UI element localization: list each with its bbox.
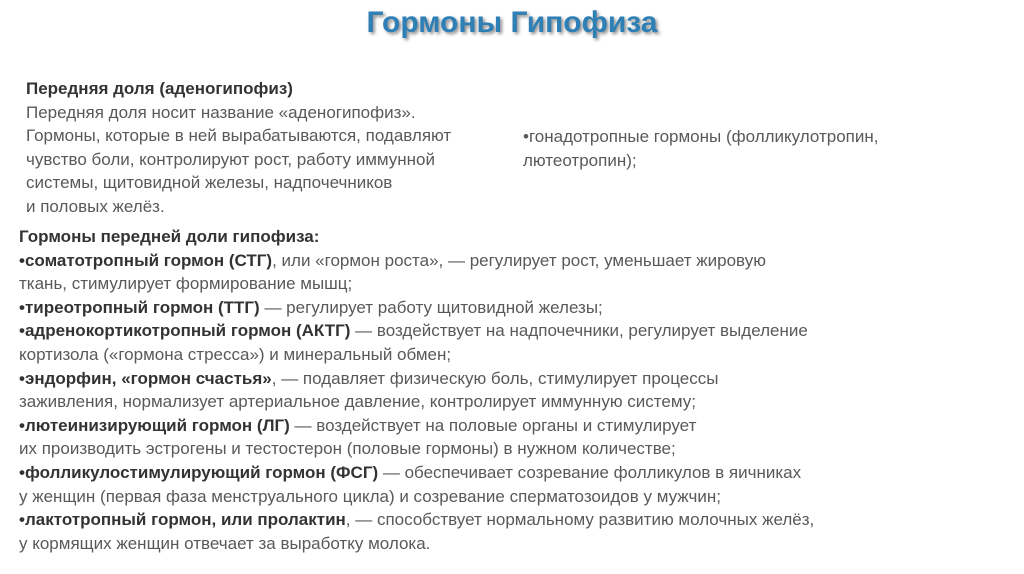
hormone-desc-cont: их производить эстрогены и тестостерон (половые гормоны) в нужном количестве; [19, 439, 676, 459]
side-note [523, 125, 983, 173]
intro-line: Передняя доля носит название «аденогипофиз». [26, 102, 416, 122]
page-title: Гормоны Гипофиза [366, 6, 658, 39]
hormone-name: •соматотропный гормон (СТГ) [19, 250, 273, 270]
intro-block [26, 77, 526, 218]
hormone-desc-cont: у кормящих женщин отвечает за выработку молока. [19, 533, 431, 553]
side-note-line: •гонадотропные гормоны (фолликулотропин, [523, 127, 879, 146]
list-item [19, 461, 979, 485]
hormone-name: •тиреотропный гормон (ТТГ) [19, 297, 260, 317]
hormone-name: •эндорфин, «гормон счастья» [19, 368, 272, 388]
intro-heading: Передняя доля (аденогипофиз) [26, 79, 293, 98]
intro-line: и половых желёз. [26, 196, 165, 216]
hormone-desc: , или «гормон роста», — регулирует рост, уменьшает жировую [272, 250, 766, 270]
hormone-name: •фолликулостимулирующий гормон (ФСГ) [19, 462, 379, 482]
list-item [19, 249, 979, 273]
hormone-name: •адренокортикотропный гормон (АКТГ) [19, 321, 351, 341]
intro-line: Гормоны, которые в ней вырабатываются, подавляют [26, 126, 452, 145]
side-note-line: лютеотропин); [523, 151, 637, 170]
list-item [19, 296, 979, 320]
hormone-desc-cont: заживления, нормализует артериальное давление, контролирует иммунную систему; [19, 392, 696, 412]
list-item [19, 367, 979, 391]
hormone-name: •лактотропный гормон, или пролактин [19, 510, 346, 530]
hormone-desc-cont: у женщин (первая фаза менструального цикла) и созревание сперматозоидов у мужчин; [19, 486, 721, 506]
hormone-desc: , — подавляет физическую боль, стимулирует процессы [271, 368, 719, 388]
list-item [19, 508, 979, 532]
hormone-desc: — регулирует работу щитовидной железы; [259, 297, 603, 317]
hormone-desc-cont: кортизола («гормона стресса») и минеральный обмен; [19, 344, 452, 364]
hormone-desc: — обеспечивает созревание фолликулов в яичниках [378, 462, 802, 482]
hormone-desc: — воздействует на надпочечники, регулирует выделение [350, 321, 808, 341]
intro-line: чувство боли, контролируют рост, работу иммунной [26, 149, 436, 169]
intro-line: системы, щитовидной железы, надпочечников [26, 173, 393, 192]
list-item [19, 319, 979, 343]
list-item [19, 414, 979, 438]
hormone-list [19, 225, 979, 555]
hormone-list-heading: Гормоны передней доли гипофиза: [19, 227, 320, 246]
hormone-desc: — воздействует на половые органы и стимулирует [289, 415, 697, 435]
hormone-name: •лютеинизирующий гормон (ЛГ) [19, 415, 290, 435]
hormone-desc-cont: ткань, стимулирует формирование мышц; [19, 274, 353, 294]
hormone-desc: , — способствует нормальному развитию молочных желёз, [345, 510, 815, 530]
